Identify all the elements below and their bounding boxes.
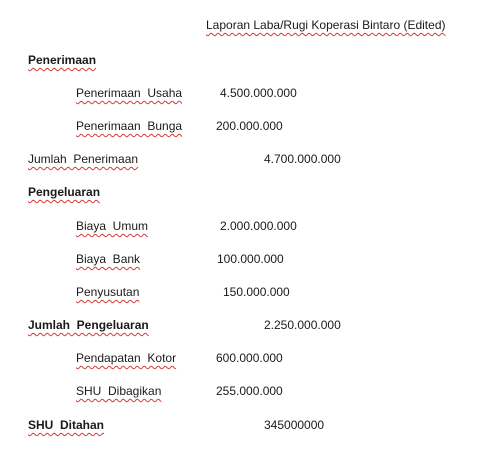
shu-dibagikan-label: SHU Dibagikan (76, 384, 162, 398)
penerimaan-bunga-label: Penerimaan Bunga (76, 119, 183, 133)
biaya-umum-label: Biaya Umum (76, 219, 149, 233)
shu-dibagikan-value: 255.000.000 (216, 384, 283, 398)
penyusutan-label: Penyusutan (76, 285, 140, 299)
jumlah-pengeluaran-label: Jumlah Pengeluaran (28, 318, 149, 332)
biaya-bank-value: 100.000.000 (217, 252, 284, 266)
biaya-umum-value: 2.000.000.000 (220, 219, 297, 233)
jumlah-penerimaan-label: Jumlah Penerimaan (28, 152, 139, 166)
section-heading-penerimaan: Penerimaan (28, 53, 97, 67)
penerimaan-bunga-value: 200.000.000 (216, 119, 283, 133)
penyusutan-value: 150.000.000 (223, 285, 290, 299)
jumlah-pengeluaran-value: 2.250.000.000 (264, 318, 341, 332)
pendapatan-kotor-label: Pendapatan Kotor (76, 351, 177, 365)
section-heading-pengeluaran: Pengeluaran (28, 185, 101, 199)
report-title: Laporan Laba/Rugi Koperasi Bintaro (Edited) (206, 18, 446, 32)
biaya-bank-label: Biaya Bank (76, 252, 141, 266)
penerimaan-usaha-value: 4.500.000.000 (220, 86, 297, 100)
shu-ditahan-value: 345000000 (264, 418, 325, 432)
penerimaan-usaha-label: Penerimaan Usaha (76, 86, 183, 100)
pendapatan-kotor-value: 600.000.000 (216, 351, 283, 365)
shu-ditahan-label: SHU Ditahan (28, 418, 105, 432)
jumlah-penerimaan-value: 4.700.000.000 (264, 152, 341, 166)
